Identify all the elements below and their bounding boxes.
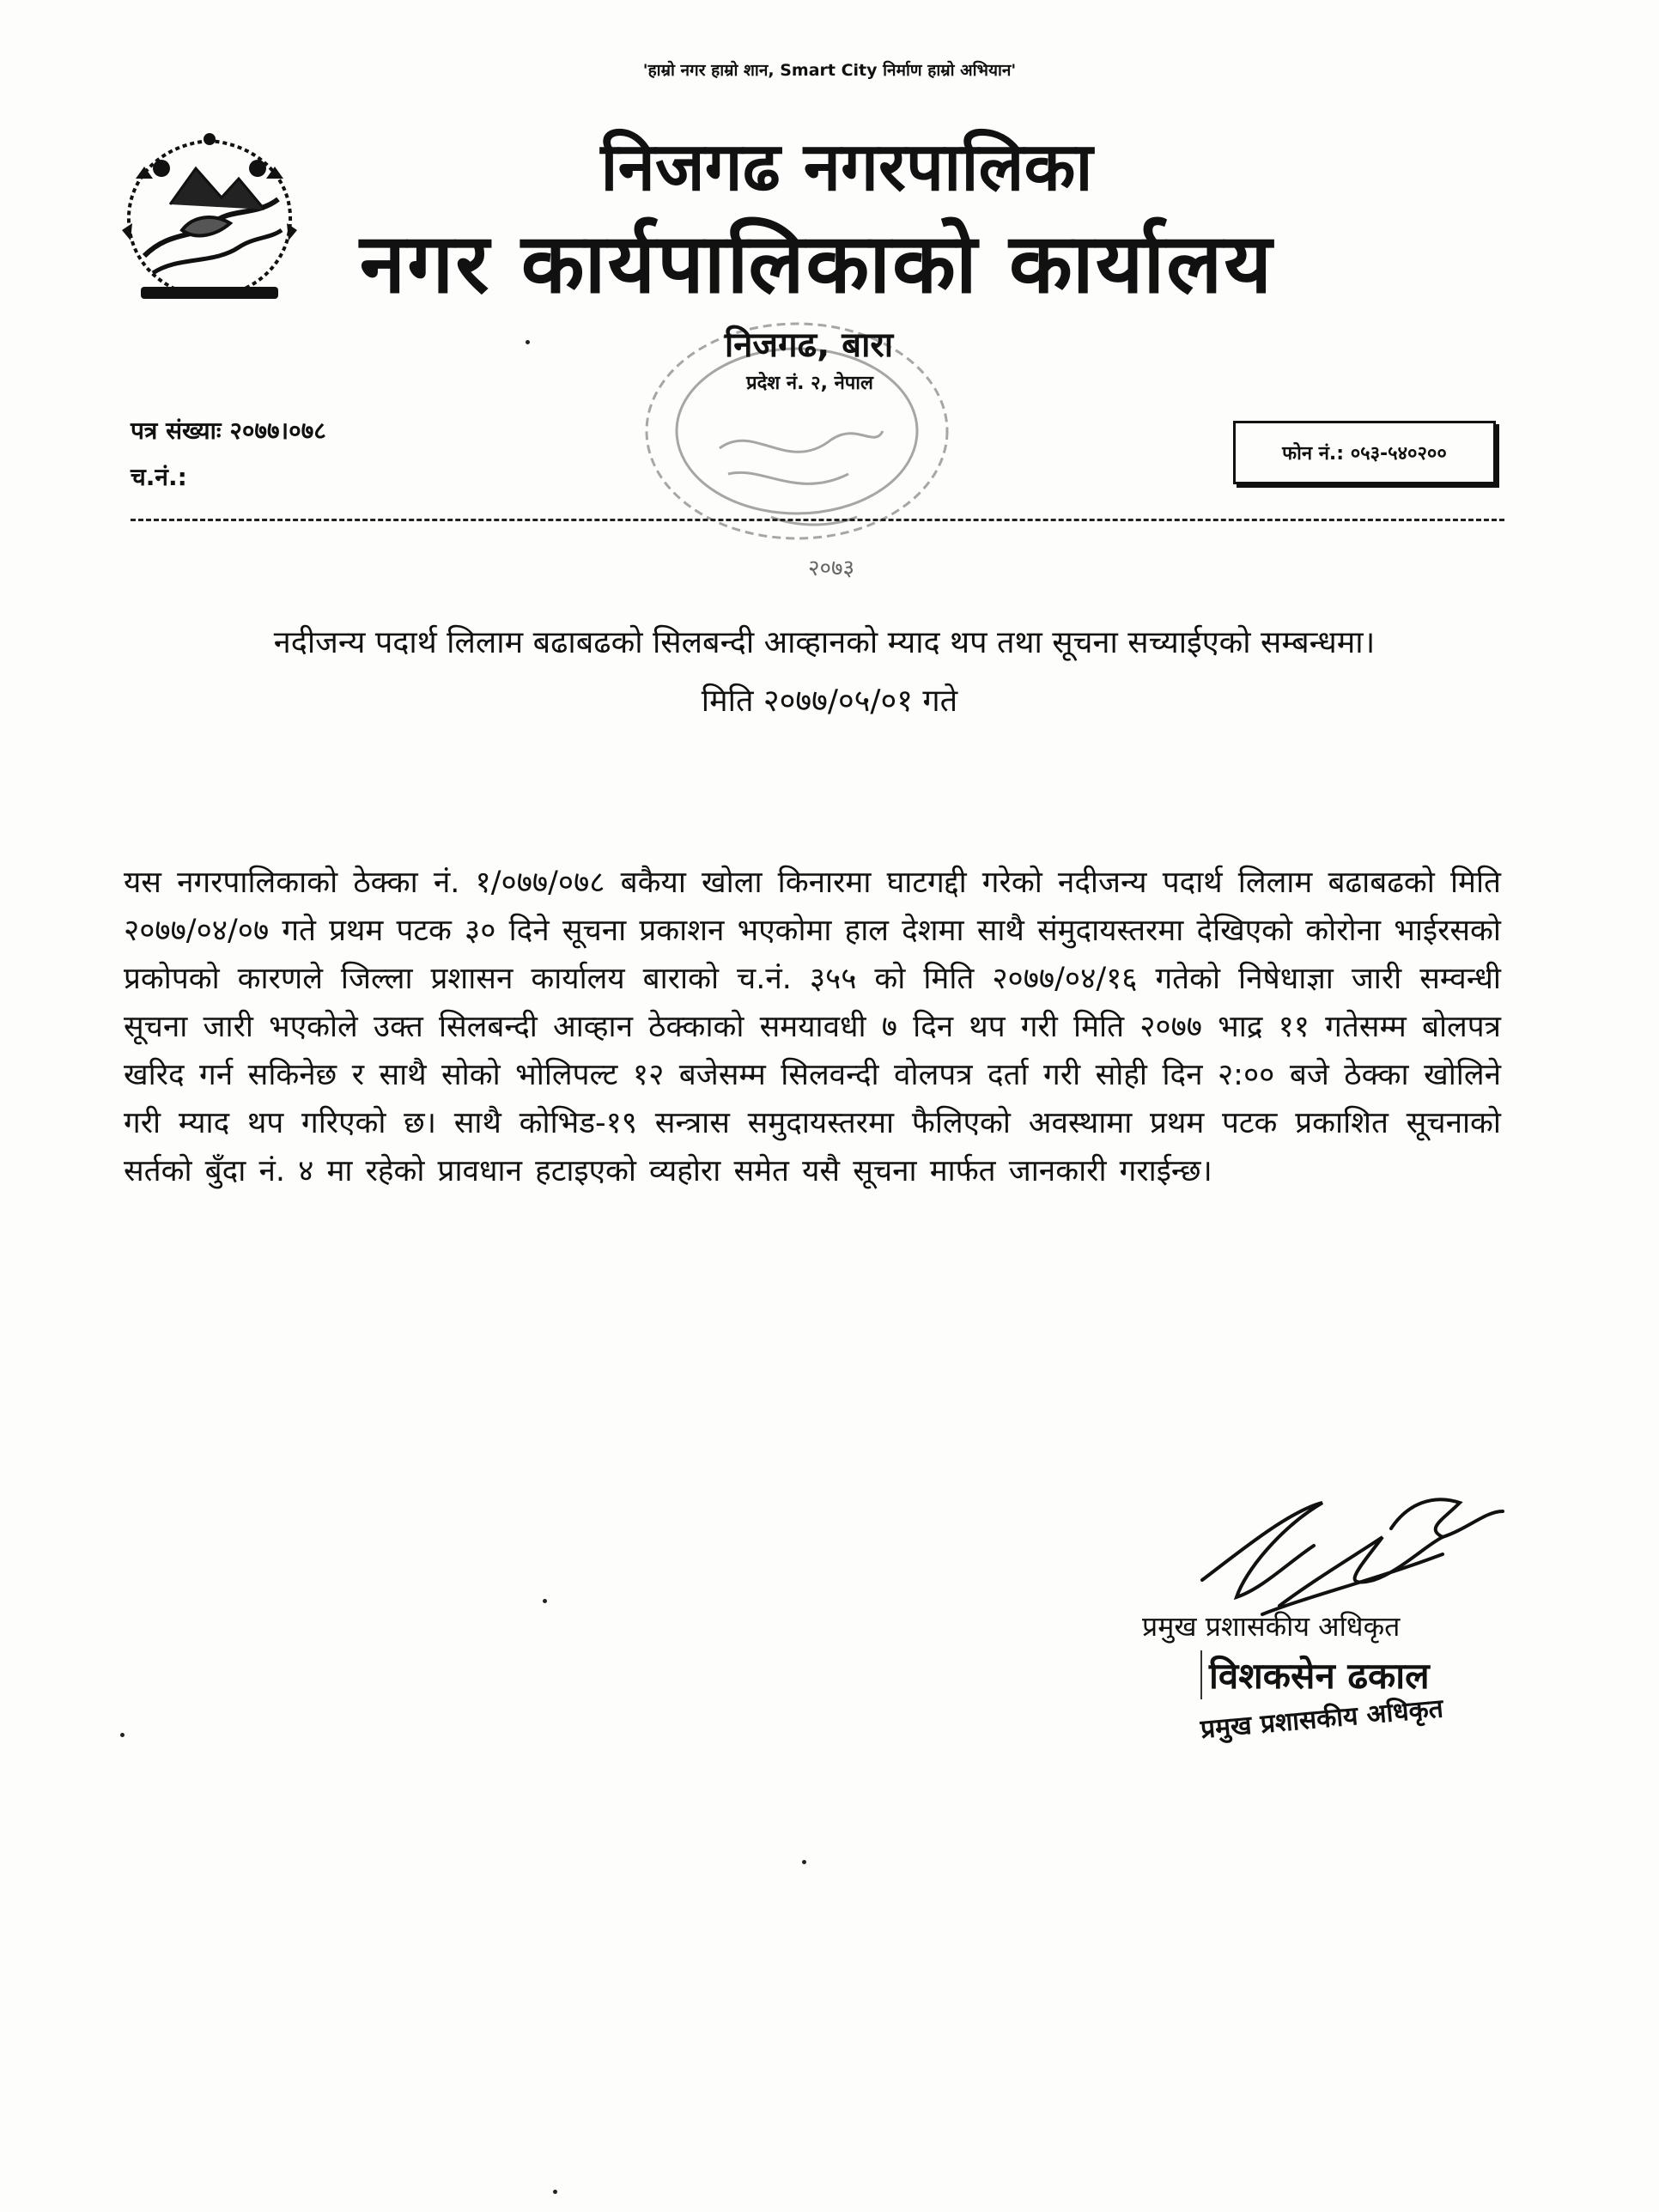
scan-speck <box>553 2190 557 2194</box>
org-name: निजगढ नगरपालिका <box>600 129 1093 206</box>
handwritten-signature <box>1185 1477 1511 1623</box>
header-divider <box>131 519 1504 521</box>
scan-speck <box>802 1860 806 1864</box>
signatory-name: विशकसेन ढकाल <box>1200 1650 1430 1699</box>
phone-box <box>1233 421 1496 484</box>
office-name: नगर कार्यपालिकाको कार्यालय <box>359 216 1274 312</box>
scan-speck <box>526 340 530 344</box>
scan-speck <box>120 1733 125 1737</box>
notice-date: मिति २०७७/०५/०१ गते <box>701 684 958 719</box>
office-province: प्रदेश नं. २, नेपाल <box>746 373 873 394</box>
phone-number: फोन नं.: ०५३-५४०२०० <box>1282 443 1447 465</box>
dispatch-number: च.नं.: <box>131 463 187 491</box>
scan-speck <box>543 1599 547 1603</box>
reference-number: पत्र संख्याः २०७७।०७८ <box>131 416 326 445</box>
stamp-year: २०७३ <box>807 556 855 581</box>
signatory-seal-title: प्रमुख प्रशासकीय अधिकृत <box>1199 1693 1445 1745</box>
slogan: 'हाम्रो नगर हाम्रो शान, Smart City निर्माण हाम्रो अभियान' <box>642 61 1017 80</box>
notice-subject: नदीजन्य पदार्थ लिलाम बढाबढको सिलबन्दी आव्हानको म्याद थप तथा सूचना सच्याईएको सम्बन्धमा। <box>273 625 1376 660</box>
signatory-title: प्रमुख प्रशासकीय अधिकृत <box>1142 1610 1401 1643</box>
office-address: निजगढ, बारा <box>724 325 894 365</box>
notice-body: यस नगरपालिकाको ठेक्का नं. १/०७७/०७८ बकैया खोला किनारमा घाटगद्दी गरेको नदीजन्य पदार्थ लिलाम बढाबढको मिति २०७७/०४/०७ गते प्रथम पटक ३० दिने सूचना प्रकाशन भएकोमा हाल देशमा साथै संमुदायस्तरमा देखिएको कोरोना भाईरसको प्रकोपको कारणले जिल्ला प्रशासन कार्यालय बाराको च.नं. ३५५ को मिति २०७७/०४/१६ गतेको निषेधाज्ञा जारी सम्वन्धी सूचना जारी भएकोले उक्त सिलबन्दी आव्हान ठेक्काको समयावधी ७ दिन थप गरी मिति २०७७ भाद्र ११ गतेसम्म बोलपत्र खरिद गर्न सकिनेछ र साथै सोको भोलिपल्ट १२ बजेसम्म सिलवन्दी वोलपत्र दर्ता गरी सोही दिन २:०० बजे ठेक्का खोलिने गरी म्याद थप गरिएको छ। साथै कोभिड-१९ सन्त्रास समुदायस्तरमा फैलिएको अवस्थामा प्रथम पटक प्रकाशित सूचनाको सर्तको बुँदा नं. ४ मा रहेको प्रावधान हटाइएको व्यहोरा समेत यसै सूचना मार्फत जानकारी गराईन्छ। <box>124 866 1501 1188</box>
